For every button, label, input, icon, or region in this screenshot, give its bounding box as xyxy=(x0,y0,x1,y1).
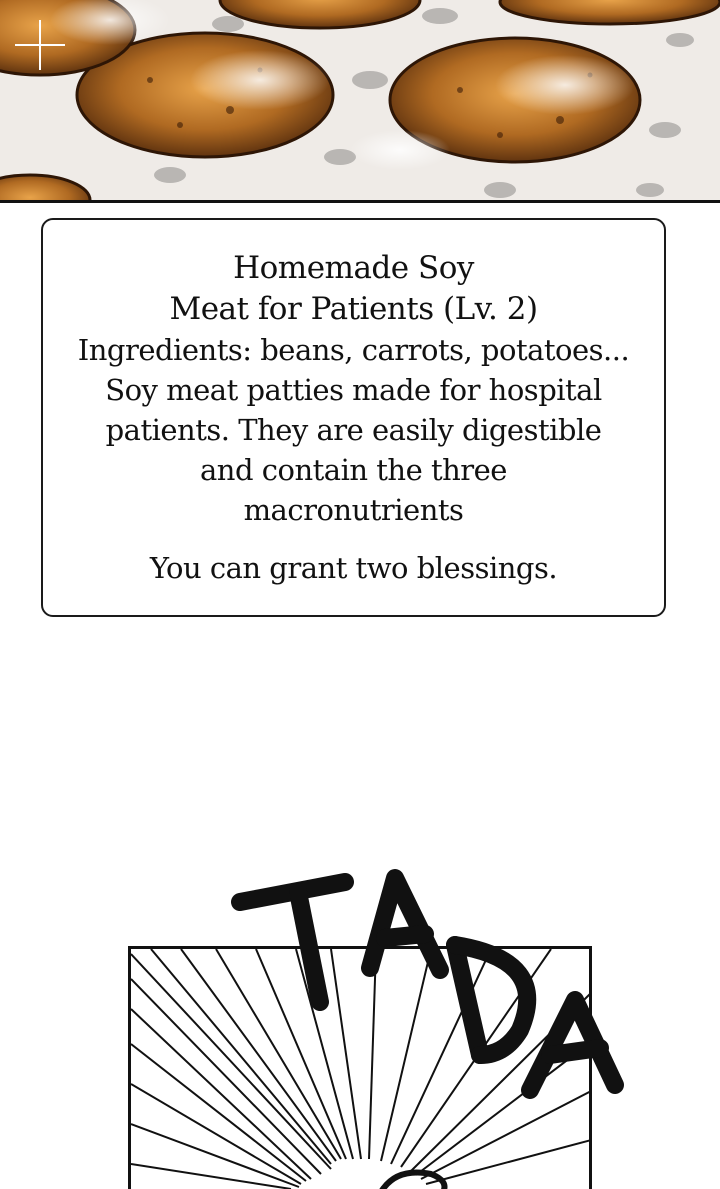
tada-sfx xyxy=(230,850,650,1130)
item-blessing-text: You can grant two blessings. xyxy=(149,551,558,585)
tada-sfx-lettering xyxy=(230,850,650,1130)
item-description-line: Ingredients: beans, carrots, potatoes... xyxy=(77,333,630,367)
item-description-line: Soy meat patties made for hospital xyxy=(105,373,602,407)
item-title-line: Meat for Patients (Lv. 2) xyxy=(169,291,538,327)
tada-sfx-text: TADA xyxy=(230,850,233,851)
item-title xyxy=(43,248,664,330)
item-info-card xyxy=(41,218,666,617)
patties-illustration-panel xyxy=(0,0,720,203)
item-description-line: macronutrients xyxy=(243,493,464,527)
item-description-line: and contain the three xyxy=(200,453,507,487)
item-description-line: patients. They are easily digestible xyxy=(105,413,602,447)
item-description xyxy=(43,330,664,530)
item-title-line: Homemade Soy xyxy=(233,250,474,286)
patties-illustration xyxy=(0,0,720,200)
